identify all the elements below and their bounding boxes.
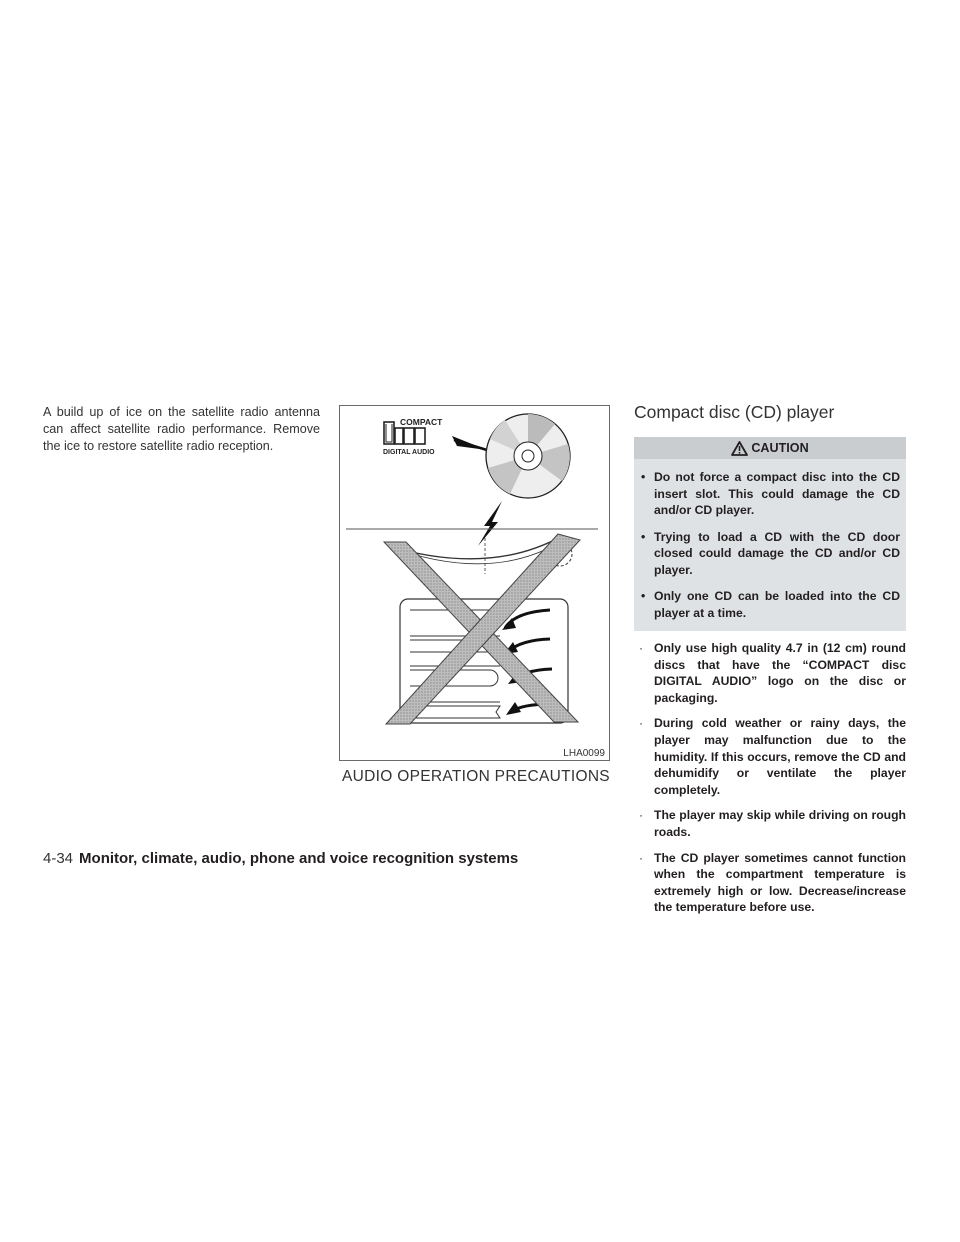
list-item: · Only use high quality 4.7 in (12 cm) round discs that have the “COMPACT disc DIGITAL AUDIO” logo on the disc or packaging. xyxy=(639,641,906,705)
figure-code: LHA0099 xyxy=(563,748,605,759)
svg-text:COMPACT: COMPACT xyxy=(400,417,443,427)
caution-box xyxy=(634,437,906,631)
bullet-icon: · xyxy=(639,641,644,655)
list-item: · The player may skip while driving on rough roads. xyxy=(639,808,906,839)
caution-label: CAUTION xyxy=(751,441,809,455)
list-item: · During cold weather or rainy days, the player may malfunction due to the humidity. If this occurs, remove the CD and dehumidify or ventilate the player completely. xyxy=(639,716,906,797)
caution-item: • Trying to load a CD with the CD door closed could damage the CD and/or CD player. xyxy=(641,529,900,577)
bullet-icon: · xyxy=(639,808,644,823)
warning-triangle-icon xyxy=(731,441,748,456)
bullet-icon: • xyxy=(641,589,646,603)
page-footer xyxy=(43,850,518,867)
list-item: · The CD player sometimes cannot function when the compartment temperature is extremely high or low. Decrease/increase the temperature before use. xyxy=(639,850,906,915)
bullet-icon: · xyxy=(639,850,644,865)
svg-text:DIGITAL AUDIO: DIGITAL AUDIO xyxy=(383,449,435,456)
right-column xyxy=(634,402,906,916)
chapter-title: Monitor, climate, audio, phone and voice recognition systems xyxy=(79,850,519,867)
caution-item: • Do not force a compact disc into the CD insert slot. This could damage the CD and/or CD player. xyxy=(641,470,900,517)
bullet-icon: • xyxy=(641,529,646,544)
cd-player-heading: Compact disc (CD) player xyxy=(634,402,835,422)
caution-item: • Only one CD can be loaded into the CD player at a time. xyxy=(641,589,900,620)
page-number: 4-34 xyxy=(43,850,74,867)
bullet-icon: • xyxy=(641,470,646,484)
bullet-icon: · xyxy=(639,716,644,731)
caution-header xyxy=(634,437,906,459)
satellite-ice-paragraph: A build up of ice on the satellite radio antenna can affect satellite radio performance. Remove the ice to restore satellite radio reception. xyxy=(43,405,320,454)
section-title: AUDIO OPERATION PRECAUTIONS xyxy=(342,768,610,785)
cd-diagram-svg xyxy=(340,406,611,762)
cd-illustration xyxy=(339,405,610,761)
compact-disc-logo xyxy=(383,417,443,456)
disc-image xyxy=(486,414,570,498)
